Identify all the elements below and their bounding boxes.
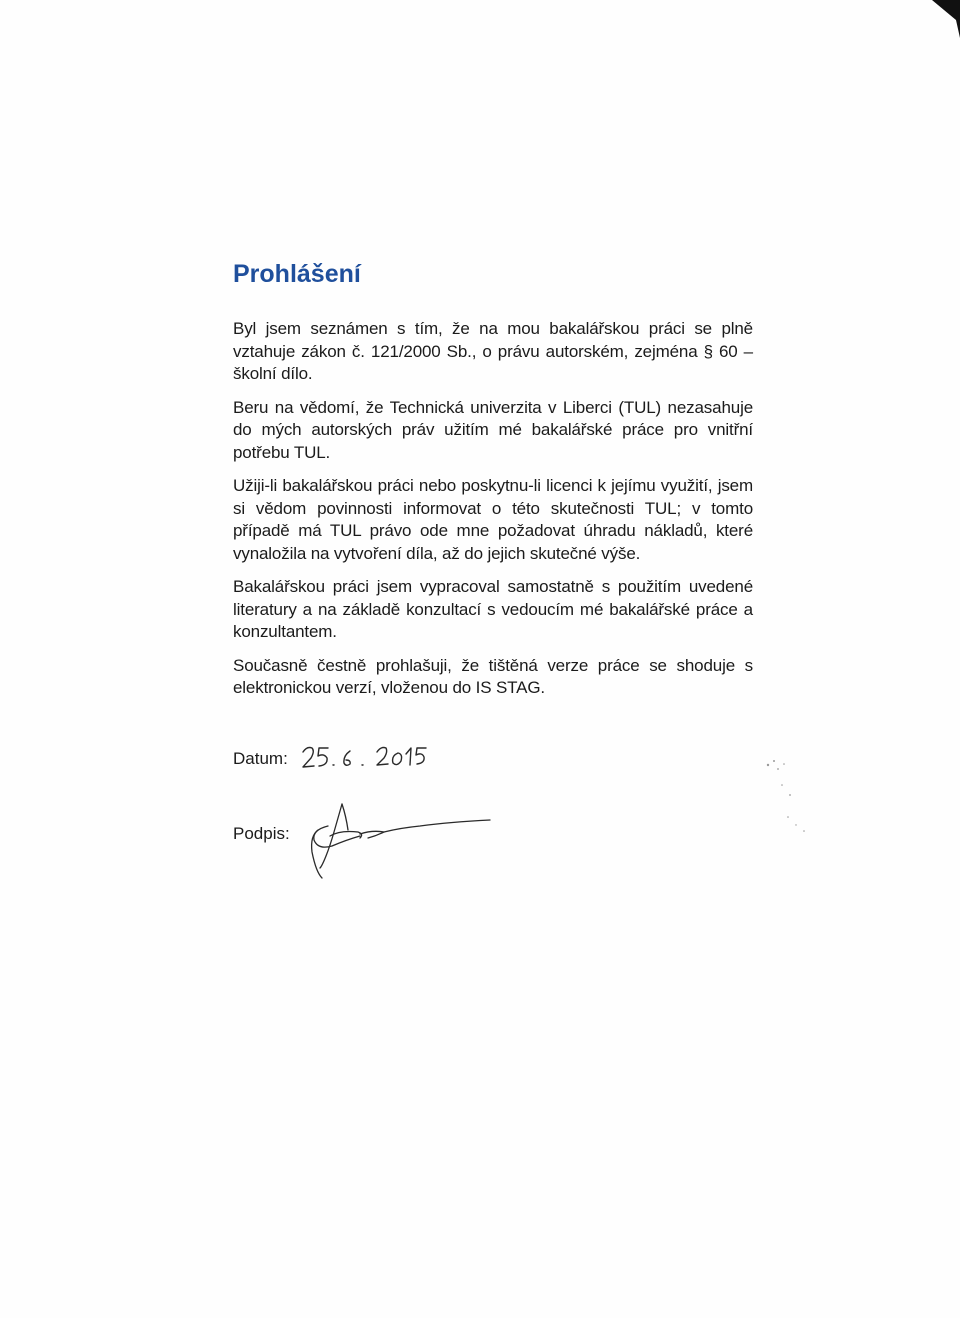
handwritten-date (300, 734, 440, 780)
paragraph-printed-version: Současně čestně prohlašuji, že tištěná verze práce se shoduje s elektronickou verzí, vloženou do IS STAG. (233, 655, 753, 697)
signature-label: Podpis: (233, 824, 290, 843)
paragraph-tul-usage: Beru na vědomí, že Technická univerzita v Liberci (TUL) nezasahuje do mých autorských práv užitím mé bakalářské práce pro vnitřní potřebu TUL. (233, 397, 753, 462)
scan-specks (760, 755, 820, 845)
signature-row (233, 823, 290, 845)
handwritten-signature (300, 796, 510, 886)
paragraph-copyright-law: Byl jsem seznámen s tím, že na mou bakalářskou práci se plně vztahuje zákon č. 121/2000 Sb., o právu autorském, zejména § 60 – školní dílo. (233, 319, 753, 383)
paragraph-licence: Užiji-li bakalářskou práci nebo poskytnu-li licenci k jejímu využití, jsem si vědom povinnosti informovat o této skutečnosti TUL; v tomto případě má TUL právo ode mne požadovat úhradu nákladů, které vynaložila na vytvoření díla, až do jejich skutečné výše. (233, 476, 753, 563)
date-label: Datum: (233, 749, 288, 768)
declaration-body (233, 318, 753, 711)
scan-edge-mark (930, 0, 960, 40)
document-title: Prohlášení (233, 260, 361, 288)
paragraph-own-work: Bakalářskou práci jsem vypracoval samostatně s použitím uvedené literatury a na základě konzultací s vedoucím mé bakalářské práce a konzultantem. (233, 577, 753, 641)
date-row (233, 748, 288, 770)
